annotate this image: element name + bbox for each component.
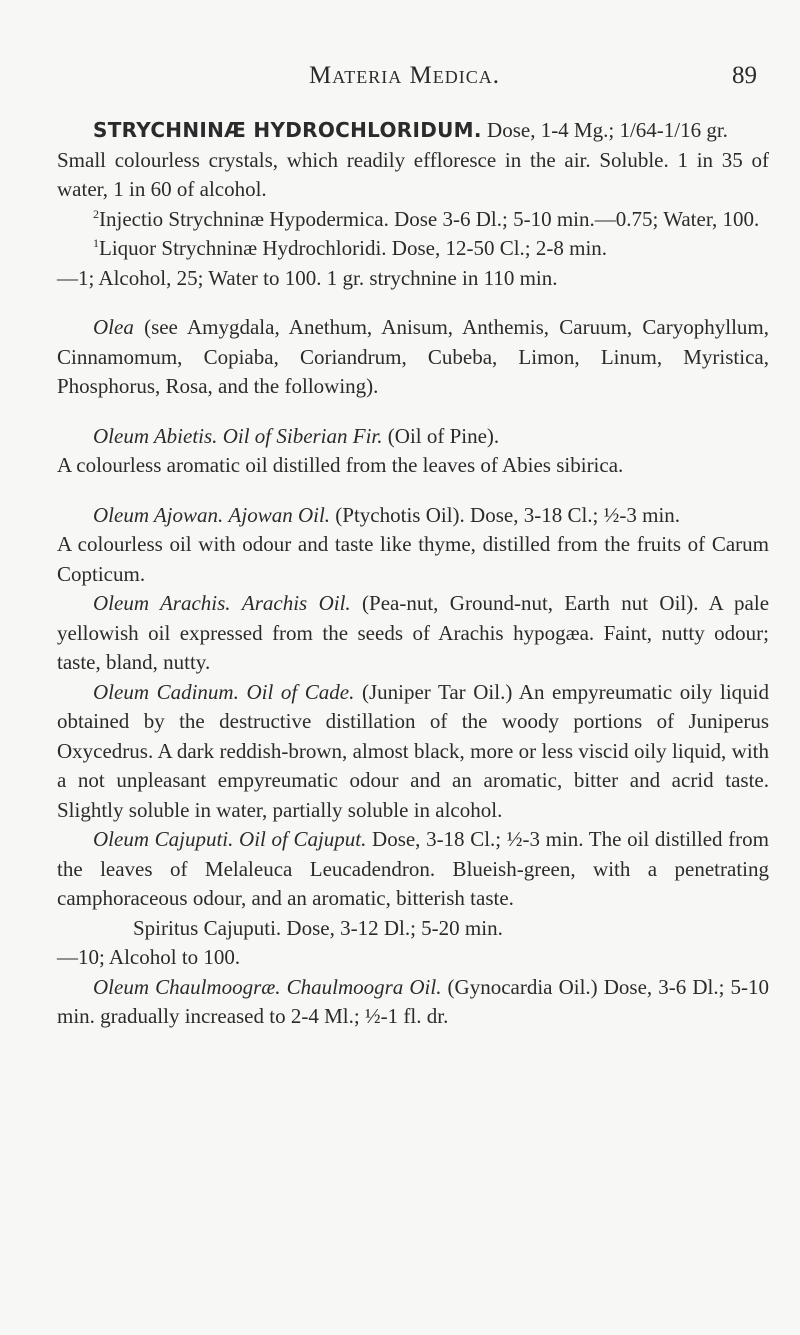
cajuputi-english: Oil of Cajuput. xyxy=(239,827,367,851)
chaulmoogra-english: Chaulmoogra Oil. xyxy=(286,974,442,999)
chaulmoogra-rest: (Gynocardia Oil.) Dose, 3-6 Dl.; 5-10 min. gradually increased to 2-4 Ml.; ½-1 fl. dr. xyxy=(57,974,769,1028)
cadinum-entry xyxy=(57,678,769,826)
strychnine-dose: Dose, 1-4 Mg.; 1/64-1/16 gr. xyxy=(481,118,728,142)
arachis-english: Arachis Oil. xyxy=(241,591,351,615)
abietis-english: Oil of Siberian Fir. xyxy=(222,423,383,448)
page-header xyxy=(0,62,800,102)
cadinum-english: Oil of Cade. xyxy=(246,679,355,704)
ajowan-latin: Oleum Ajowan. xyxy=(93,502,224,527)
cadinum-latin: Oleum Cadinum. xyxy=(93,679,239,704)
abietis-latin: Oleum Abietis. xyxy=(93,423,218,448)
liquor-text: Liquor Strychninæ Hydrochloridi. Dose, 12-50 Cl.; 2-8 min. xyxy=(99,236,608,260)
ajowan-description: A colourless oil with odour and taste like thyme, distilled from the fruits of Carum Copticum. xyxy=(57,532,769,586)
ajowan-english: Ajowan Oil. xyxy=(228,502,331,527)
ajowan-entry xyxy=(57,501,769,531)
footnote-mark: 2 xyxy=(93,206,99,221)
olea-title: Olea xyxy=(93,315,134,339)
footnote-mark: 1 xyxy=(93,236,99,250)
cajuputi-rest: Dose, 3-18 Cl.; ½-3 min. The oil distilled from the leaves of Melaleuca Leucadendron. Blueish-green, with a penetrating camphoraceous odour, and an aromatic, bitterish taste. xyxy=(57,827,769,910)
cajuputi-formula: —10; Alcohol to 100. xyxy=(57,945,241,969)
arachis-rest: (Pea-nut, Ground-nut, Earth nut Oil). A pale yellowish oil expressed from the seeds of Arachis hypogæa. Faint, nutty odour; taste, bland, nutty. xyxy=(57,591,770,674)
cajuputi-entry xyxy=(57,825,769,914)
page-number: 89 xyxy=(732,62,757,89)
strychnine-liquor xyxy=(57,234,769,264)
page-body xyxy=(57,116,769,1032)
chaulmoogra-entry xyxy=(57,973,769,1032)
olea-text: (see Amygdala, Anethum, Anisum, Anthemis, Caruum, Caryophyllum, Cinnamomum, Copiaba, Coriandrum, Cubeba, Limon, Linum, Myristica, Phosphorus, Rosa, and the following). xyxy=(57,315,769,398)
injection-text: Injectio Strychninæ Hypodermica. Dose 3-6 Dl.; 5-10 min.—0.75; Water, 100. xyxy=(99,206,760,231)
ajowan-rest: (Ptychotis Oil). Dose, 3-18 Cl.; ½-3 min. xyxy=(330,502,681,527)
chaulmoogra-latin: Oleum Chaulmoogræ. xyxy=(93,974,281,999)
arachis-entry xyxy=(57,589,769,678)
olea-entry xyxy=(57,313,769,402)
cajuputi-spirit: Spiritus Cajuputi. Dose, 3-12 Dl.; 5-20 min. xyxy=(133,915,503,940)
cajuputi-latin: Oleum Cajuputi. xyxy=(93,827,234,851)
strychnine-injection xyxy=(57,205,769,235)
arachis-latin: Oleum Arachis. xyxy=(93,591,231,615)
abietis-entry xyxy=(57,422,769,452)
liquor-formula: —1; Alcohol, 25; Water to 100. 1 gr. strychnine in 110 min. xyxy=(57,265,558,290)
running-head: Materia Medica. xyxy=(309,62,500,89)
abietis-description: A colourless aromatic oil distilled from the leaves of Abies sibirica. xyxy=(57,453,624,477)
cadinum-rest: (Juniper Tar Oil.) An empyreumatic oily liquid obtained by the destructive distillation of the woody portions of Juniperus Oxycedrus. A dark reddish-brown, almost black, more or less viscid oily liquid, with a not unpleasant empyreumatic odour and an aromatic, bitter and acrid taste. Slightly soluble in water, partially soluble in alcohol. xyxy=(57,679,770,822)
abietis-rest: (Oil of Pine). xyxy=(382,423,500,448)
strychnine-description: Small colourless crystals, which readily effloresce in the air. Soluble. 1 in 35 of water, 1 in 60 of alcohol. xyxy=(57,147,769,201)
strychnine-entry xyxy=(57,116,769,146)
strychnine-heading: STRYCHNINÆ HYDROCHLORIDUM. xyxy=(93,118,482,142)
